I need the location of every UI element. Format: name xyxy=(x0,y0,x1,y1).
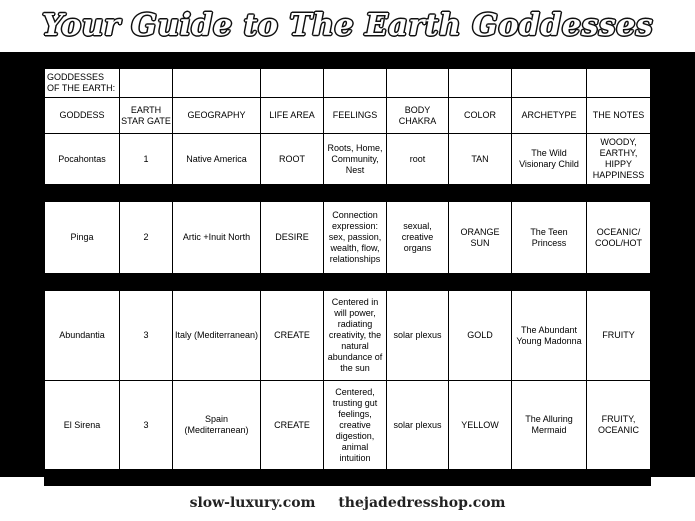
section-label-row xyxy=(45,69,651,98)
cell-archetype: The Alluring Mermaid xyxy=(512,381,587,470)
cell-chakra: solar plexus xyxy=(387,291,449,381)
cell-life-area: ROOT xyxy=(261,134,324,185)
cell-color: TAN xyxy=(449,134,512,185)
cell-chakra: root xyxy=(387,134,449,185)
cell-life-area: DESIRE xyxy=(261,202,324,274)
table-header-row xyxy=(45,98,651,134)
header-archetype: ARCHETYPE xyxy=(512,98,587,134)
cell-notes: OCEANIC/ COOL/HOT xyxy=(587,202,651,274)
cell-geography: Native America xyxy=(173,134,261,185)
cell-goddess: El Sirena xyxy=(45,381,120,470)
table-row xyxy=(45,291,651,381)
black-band xyxy=(45,185,651,202)
black-band-top xyxy=(45,53,651,69)
table-row xyxy=(45,202,651,274)
footer-site-jadedresshop: thejadedresshop.com xyxy=(338,495,506,511)
cell-chakra: solar plexus xyxy=(387,381,449,470)
black-band-bottom xyxy=(45,470,651,486)
header-goddess: GODDESS xyxy=(45,98,120,134)
cell-color: ORANGE SUN xyxy=(449,202,512,274)
header-geography: GEOGRAPHY xyxy=(173,98,261,134)
header-body-chakra: BODY CHAKRA xyxy=(387,98,449,134)
cell-feelings: Centered in will power, radiating creativity, the natural abundance of the sun xyxy=(324,291,387,381)
table-row xyxy=(45,381,651,470)
cell-goddess: Pocahontas xyxy=(45,134,120,185)
footer-site-slow-luxury: slow-luxury.com xyxy=(189,495,316,511)
cell-life-area: CREATE xyxy=(261,291,324,381)
cell-feelings: Centered, trusting gut feelings, creative digestion, animal intuition xyxy=(324,381,387,470)
cell-chakra: sexual, creative organs xyxy=(387,202,449,274)
cell-goddess: Pinga xyxy=(45,202,120,274)
header-notes: THE NOTES xyxy=(587,98,651,134)
header-earth-star-gate: EARTH STAR GATE xyxy=(120,98,173,134)
cell-archetype: The Teen Princess xyxy=(512,202,587,274)
cell-gate: 3 xyxy=(120,291,173,381)
table-row xyxy=(45,134,651,185)
cell-notes: WOODY, EARTHY, HIPPY HAPPINESS xyxy=(587,134,651,185)
cell-color: GOLD xyxy=(449,291,512,381)
cell-life-area: CREATE xyxy=(261,381,324,470)
black-band xyxy=(45,274,651,291)
header-color: COLOR xyxy=(449,98,512,134)
cell-gate: 1 xyxy=(120,134,173,185)
cell-geography: Spain (Mediterranean) xyxy=(173,381,261,470)
cell-geography: Artic +Inuit North xyxy=(173,202,261,274)
cell-feelings: Connection expression: sex, passion, wealth, flow, relationships xyxy=(324,202,387,274)
left-black-border xyxy=(0,52,45,477)
cell-notes: FRUITY, OCEANIC xyxy=(587,381,651,470)
header-life-area: LIFE AREA xyxy=(261,98,324,134)
cell-feelings: Roots, Home, Community, Nest xyxy=(324,134,387,185)
cell-archetype: The Wild Visionary Child xyxy=(512,134,587,185)
goddess-table xyxy=(44,52,651,486)
right-black-border xyxy=(650,52,695,477)
cell-color: YELLOW xyxy=(449,381,512,470)
cell-goddess: Abundantia xyxy=(45,291,120,381)
cell-geography: Italy (Mediterranean) xyxy=(173,291,261,381)
header-feelings: FEELINGS xyxy=(324,98,387,134)
page-title: Your Guide to The Earth Goddesses xyxy=(41,8,654,43)
cell-gate: 2 xyxy=(120,202,173,274)
cell-notes: FRUITY xyxy=(587,291,651,381)
cell-archetype: The Abundant Young Madonna xyxy=(512,291,587,381)
footer xyxy=(0,491,695,515)
cell-gate: 3 xyxy=(120,381,173,470)
section-label: GODDESSES OF THE EARTH: xyxy=(45,69,120,98)
